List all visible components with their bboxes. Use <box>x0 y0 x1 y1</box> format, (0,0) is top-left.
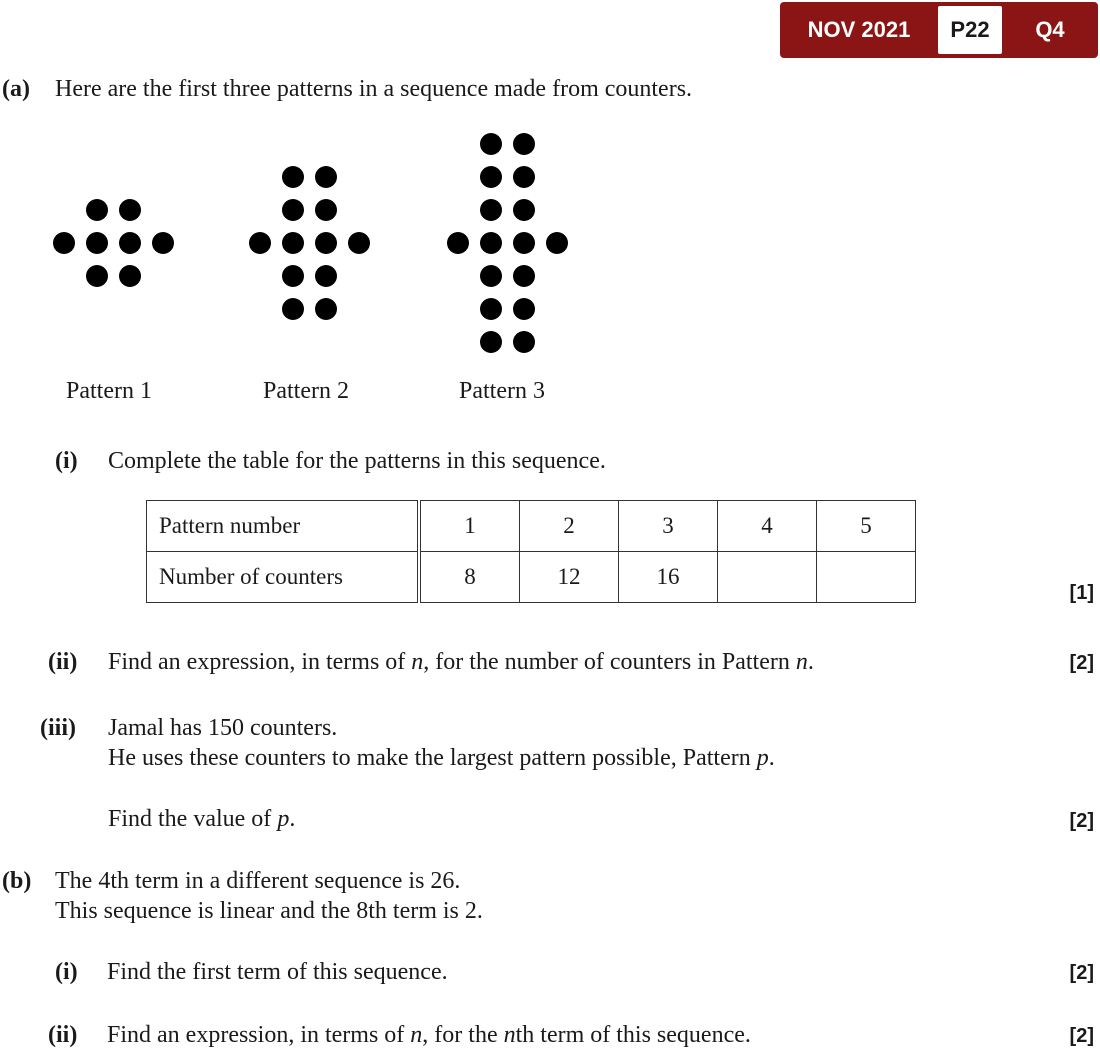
counter-dot <box>315 265 337 287</box>
counter-dot <box>315 166 337 188</box>
counter-dot <box>480 133 502 155</box>
counter-dot <box>86 232 108 254</box>
counter-dot <box>282 265 304 287</box>
counter-dot <box>53 232 75 254</box>
part-b-line1: The 4th term in a different sequence is 26. <box>55 868 461 894</box>
part-a-i-marks: [1] <box>1069 582 1094 604</box>
part-a-ii-label: (ii) <box>48 649 78 675</box>
counter-dot <box>119 232 141 254</box>
part-b-i-text: Find the first term of this sequence. <box>107 959 448 985</box>
table-row-header: Pattern number <box>147 501 420 552</box>
table-cell: 8 <box>419 552 520 603</box>
counter-dot <box>282 166 304 188</box>
pattern-3-label: Pattern 3 <box>459 378 545 404</box>
part-a-intro: Here are the first three patterns in a sequence made from counters. <box>55 76 693 102</box>
counter-dot <box>513 232 535 254</box>
counter-dot <box>546 232 568 254</box>
counter-dot <box>86 265 108 287</box>
part-a-iii-line3: Find the value of p. <box>108 806 296 832</box>
part-a-iii-line1: Jamal has 150 counters. <box>108 715 338 741</box>
counter-dot <box>513 166 535 188</box>
part-a-i-text: Complete the table for the patterns in this sequence. <box>108 448 606 474</box>
counter-dot <box>119 265 141 287</box>
session-label: NOV 2021 <box>807 17 911 42</box>
counter-dot <box>513 133 535 155</box>
counter-dot <box>86 199 108 221</box>
table-row <box>147 552 916 603</box>
part-a-iii-label: (iii) <box>40 715 76 741</box>
part-b-line2: This sequence is linear and the 8th term is 2. <box>55 898 483 924</box>
part-a-label: (a) <box>2 76 30 102</box>
table-cell: 3 <box>619 501 718 552</box>
counter-dot <box>480 199 502 221</box>
part-a-i-label: (i) <box>55 448 78 474</box>
part-a-iii-line2: He uses these counters to make the largest pattern possible, Pattern p. <box>108 745 775 771</box>
table-answer-cell[interactable] <box>718 552 817 603</box>
counter-dot <box>480 232 502 254</box>
table-row-header: Number of counters <box>147 552 420 603</box>
table-cell: 12 <box>520 552 619 603</box>
part-b-i-label: (i) <box>55 959 78 985</box>
table-cell: 16 <box>619 552 718 603</box>
table-cell: 5 <box>817 501 916 552</box>
table-answer-cell[interactable] <box>817 552 916 603</box>
question-reference-badge <box>780 2 1098 58</box>
pattern-1-label: Pattern 1 <box>66 378 152 404</box>
counter-dot <box>513 199 535 221</box>
counter-dot <box>480 331 502 353</box>
counter-dot <box>119 199 141 221</box>
counter-dot <box>282 298 304 320</box>
part-b-i-marks: [2] <box>1069 962 1094 984</box>
table-row <box>147 501 916 552</box>
counter-dot <box>480 265 502 287</box>
table-cell: 1 <box>419 501 520 552</box>
paper-label: P22 <box>938 6 1002 54</box>
part-a-iii-marks: [2] <box>1069 810 1094 832</box>
counter-dot <box>315 232 337 254</box>
counter-dot <box>480 166 502 188</box>
counter-dot <box>513 298 535 320</box>
counter-dot <box>249 232 271 254</box>
counter-dot <box>513 331 535 353</box>
part-b-ii-text: Find an expression, in terms of n, for the nth term of this sequence. <box>107 1022 751 1048</box>
question-label: Q4 <box>1035 17 1065 42</box>
counter-dot <box>315 298 337 320</box>
counter-dot <box>480 298 502 320</box>
part-b-ii-marks: [2] <box>1069 1025 1094 1047</box>
table-cell: 4 <box>718 501 817 552</box>
counter-dot <box>282 199 304 221</box>
part-b-label: (b) <box>2 868 32 894</box>
counter-dot <box>348 232 370 254</box>
sequence-table <box>146 500 916 603</box>
table-cell: 2 <box>520 501 619 552</box>
counter-dot <box>315 199 337 221</box>
counter-dot <box>447 232 469 254</box>
part-a-ii-marks: [2] <box>1069 652 1094 674</box>
pattern-2-label: Pattern 2 <box>263 378 349 404</box>
part-a-ii-text: Find an expression, in terms of n, for the number of counters in Pattern n. <box>108 649 814 675</box>
counter-dot <box>152 232 174 254</box>
counter-dot <box>513 265 535 287</box>
counter-dot <box>282 232 304 254</box>
part-b-ii-label: (ii) <box>48 1022 78 1048</box>
